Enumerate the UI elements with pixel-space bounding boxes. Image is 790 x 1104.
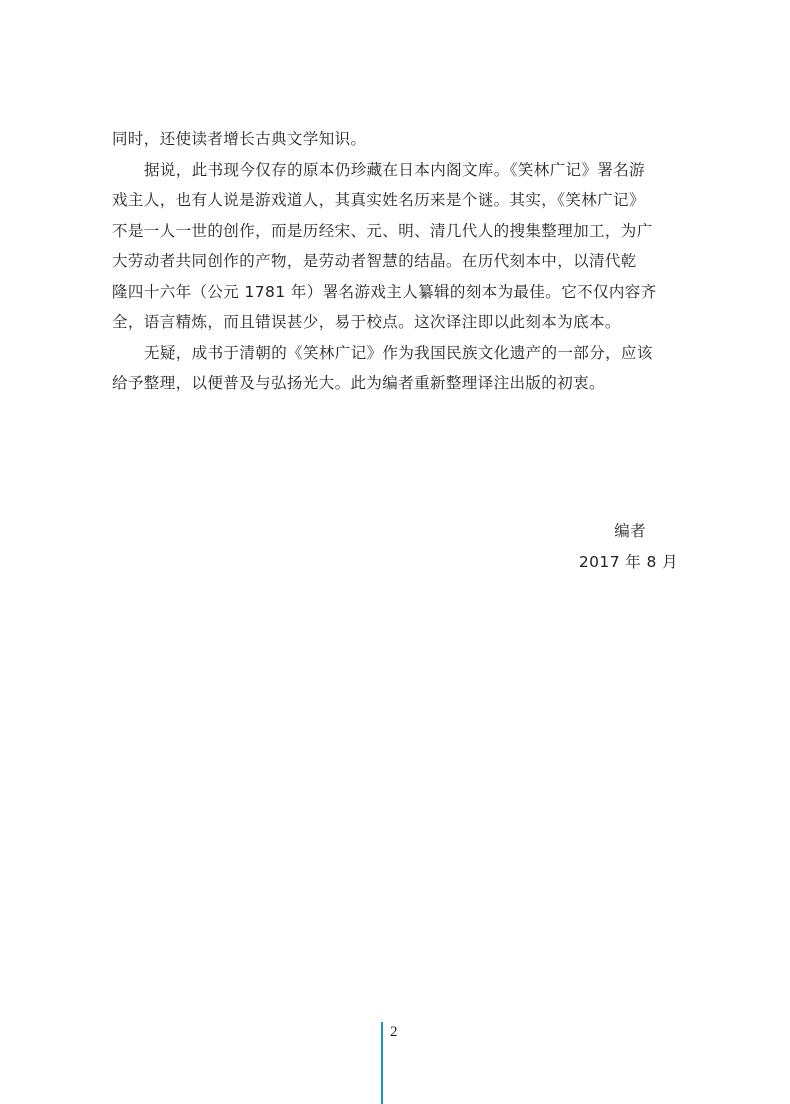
signature-author: 编者 <box>614 522 646 540</box>
text-line: 戏主人，也有人说是游戏道人，其真实姓名历来是个谜。其实，《笑林广记》 <box>112 191 645 209</box>
text-line: 大劳动者共同创作的产物，是劳动者智慧的结晶。在历代刻本中，以清代乾 <box>112 252 637 270</box>
signature-date: 2017 年 8 月 <box>578 553 678 571</box>
text-line: 给予整理，以便普及与弘扬光大。此为编者重新整理译注出版的初衷。 <box>112 374 605 392</box>
text-line: 全，语言精炼，而且错误甚少，易于校点。这次译注即以此刻本为底本。 <box>112 313 621 331</box>
signature-block <box>579 516 678 578</box>
footer-divider <box>381 1022 383 1104</box>
text-line: 隆四十六年（公元 1781 年）署名游戏主人纂辑的刻本为最佳。它不仅内容齐 <box>112 282 657 301</box>
page-number: 2 <box>390 1024 398 1040</box>
text-line: 同时，还使读者增长古典文学知识。 <box>112 130 367 148</box>
text-line: 据说，此书现今仅存的原本仍珍藏在日本内阁文库。《笑林广记》署名游 <box>144 160 646 179</box>
text-line: 不是一人一世的创作，而是历经宋、元、明、清几代人的搜集整理加工，为广 <box>112 221 653 240</box>
paragraph-1 <box>112 124 690 155</box>
body-text <box>112 124 690 399</box>
paragraph-3 <box>112 338 690 399</box>
paragraph-2 <box>112 155 690 338</box>
text-line: 无疑，成书于清朝的《笑林广记》作为我国民族文化遗产的一部分，应该 <box>144 343 653 362</box>
